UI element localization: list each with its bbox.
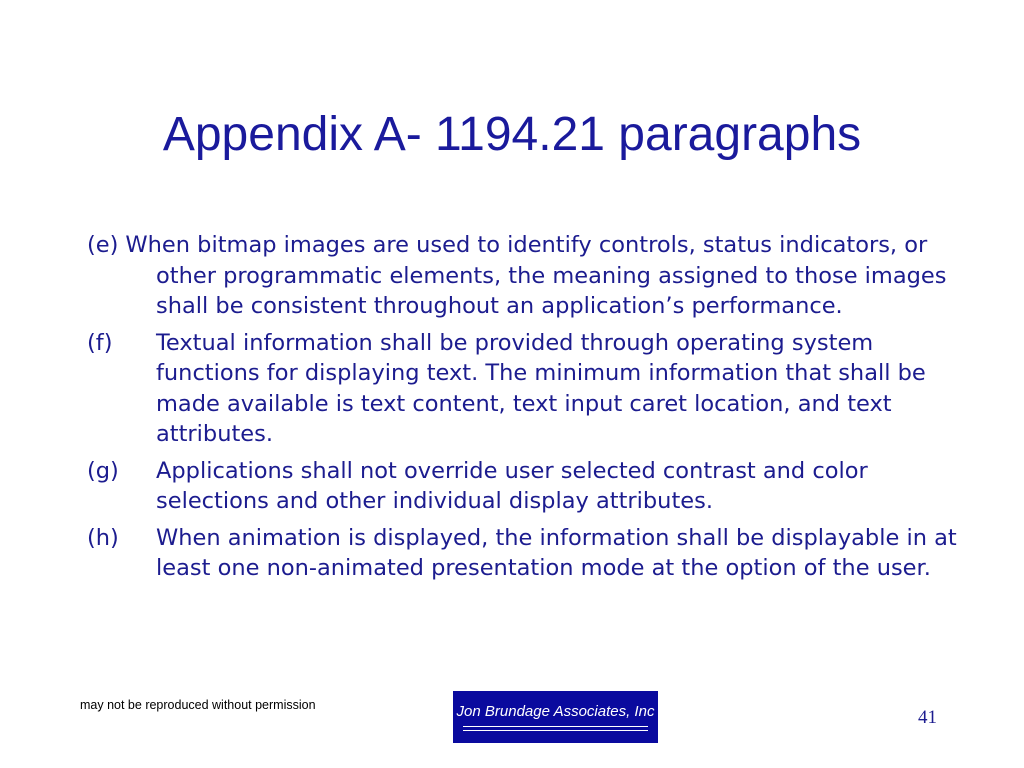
- logo-underline: [463, 726, 648, 727]
- copyright-note: may not be reproduced without permission: [80, 698, 316, 712]
- slide-title: Appendix A- 1194.21 paragraphs: [162, 108, 862, 161]
- company-logo: [453, 691, 658, 743]
- list-item-f: [87, 328, 957, 450]
- list-item-h: [87, 523, 957, 584]
- page-number: 41: [918, 707, 937, 728]
- list-item-e: [87, 230, 957, 322]
- list-item-marker: (e): [87, 232, 119, 258]
- logo-underline: [463, 730, 648, 731]
- list-item-g: [87, 456, 957, 517]
- list-item-text: Applications shall not override user selected contrast and color selections and other individual display attributes.: [156, 457, 868, 514]
- paragraph-list: [87, 230, 957, 590]
- list-item-text: Textual information shall be provided through operating system functions for displaying text. The minimum information that shall be made available is text content, text input caret location, and text attributes.: [156, 329, 926, 447]
- list-item-marker: (f): [87, 329, 113, 356]
- company-logo-text: Jon Brundage Associates, Inc: [456, 703, 655, 720]
- list-item-marker: (g): [87, 457, 119, 484]
- list-item-text: When animation is displayed, the information shall be displayable in at least one non-animated presentation mode at the option of the user.: [156, 524, 957, 581]
- list-item-marker: (h): [87, 524, 119, 551]
- list-item-text: When bitmap images are used to identify controls, status indicators, or other programmatic elements, the meaning assigned to those images shall be consistent throughout an application’s performance.: [125, 232, 947, 319]
